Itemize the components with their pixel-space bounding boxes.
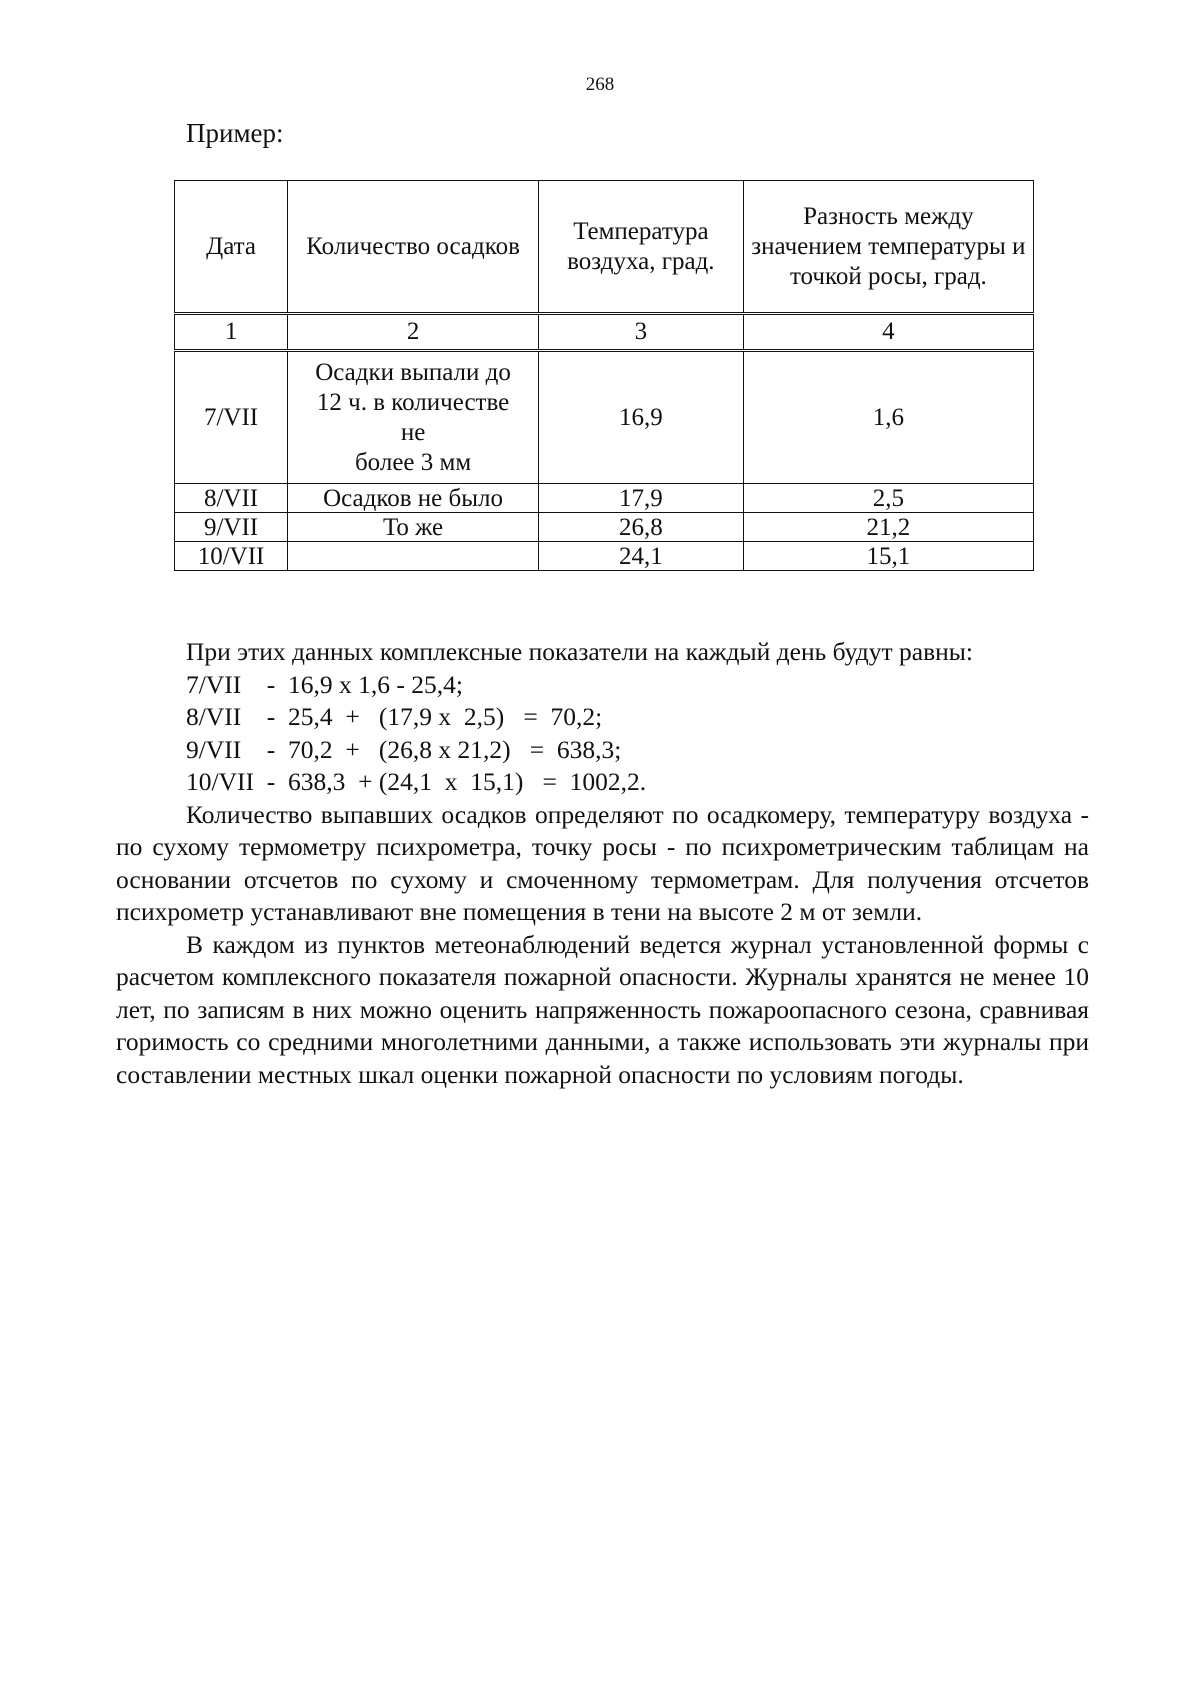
- column-number: 4: [743, 314, 1033, 351]
- cell-precipitation: То же: [288, 513, 539, 542]
- example-label: Пример:: [186, 118, 284, 148]
- cell-precipitation: Осадков не было: [288, 484, 539, 513]
- body-text: [116, 636, 1089, 1091]
- precip-line: более 3 мм: [354, 448, 472, 476]
- paragraph-journal: В каждом из пунктов метеонаблюдений ведется журнал установленной формы с расчетом комплексного показателя пожарной опасности. Журналы хранятся не менее 10 лет, по записям в них можно оценить напряженность пожароопасного сезона, сравнивая горимость со средними многолетними данными, а также использовать эти журналы при составлении местных шкал оценки пожарной опасности по условиям погоды.: [116, 929, 1089, 1089]
- header-date: Дата: [175, 181, 288, 314]
- column-number-row: [175, 314, 1034, 351]
- cell-temperature: 24,1: [538, 542, 743, 571]
- intro-sentence: При этих данных комплексные показатели на каждый день будут равны:: [186, 637, 973, 666]
- cell-date: 8/VII: [175, 484, 288, 513]
- paragraph-measurement: Количество выпавших осадков определяют по осадкомеру, температуру воздуха - по сухому термометру психрометра, точку росы - по психрометрическим таблицам на основании отсчетов по сухому и смоченному термометрам. Для получения отсчетов психрометр устанавливают вне помещения в тени на высоте 2 м от земли.: [116, 799, 1089, 926]
- header-air-temperature: Температура воздуха, град.: [538, 181, 743, 314]
- calculation-line: 10/VII - 638,3 + (24,1 х 15,1) = 1002,2.: [186, 767, 647, 796]
- table-row: [175, 351, 1034, 484]
- cell-difference: 21,2: [743, 513, 1033, 542]
- column-number: 3: [538, 314, 743, 351]
- column-number: 1: [175, 314, 288, 351]
- cell-temperature: 17,9: [538, 484, 743, 513]
- cell-precipitation: [288, 542, 539, 571]
- cell-precipitation: [288, 351, 539, 484]
- column-number: 2: [288, 314, 539, 351]
- page-number: 268: [585, 74, 615, 95]
- cell-difference: 1,6: [743, 351, 1033, 484]
- header-precipitation: Количество осадков: [288, 181, 539, 314]
- calculation-line: 7/VII - 16,9 х 1,6 - 25,4;: [186, 669, 463, 699]
- cell-date: 7/VII: [175, 351, 288, 484]
- cell-temperature: 26,8: [538, 513, 743, 542]
- weather-data-table: [174, 180, 1034, 571]
- precip-line: не: [400, 418, 426, 446]
- table-header-row: [175, 181, 1034, 314]
- cell-date: 9/VII: [175, 513, 288, 542]
- cell-temperature: 16,9: [538, 351, 743, 484]
- precip-line: Осадки выпали до: [315, 358, 511, 386]
- calculation-line: 8/VII - 25,4 + (17,9 х 2,5) = 70,2;: [186, 702, 603, 731]
- table-row: [175, 542, 1034, 571]
- cell-difference: 2,5: [743, 484, 1033, 513]
- calculation-line: 9/VII - 70,2 + (26,8 х 21,2) = 638,3;: [186, 734, 622, 764]
- table-row: [175, 513, 1034, 542]
- header-dewpoint-difference: Разность между значением температуры и точкой росы, град.: [743, 181, 1033, 314]
- table-row: [175, 484, 1034, 513]
- cell-difference: 15,1: [743, 542, 1033, 571]
- cell-date: 10/VII: [175, 542, 288, 571]
- precip-line: 12 ч. в количестве: [316, 388, 510, 416]
